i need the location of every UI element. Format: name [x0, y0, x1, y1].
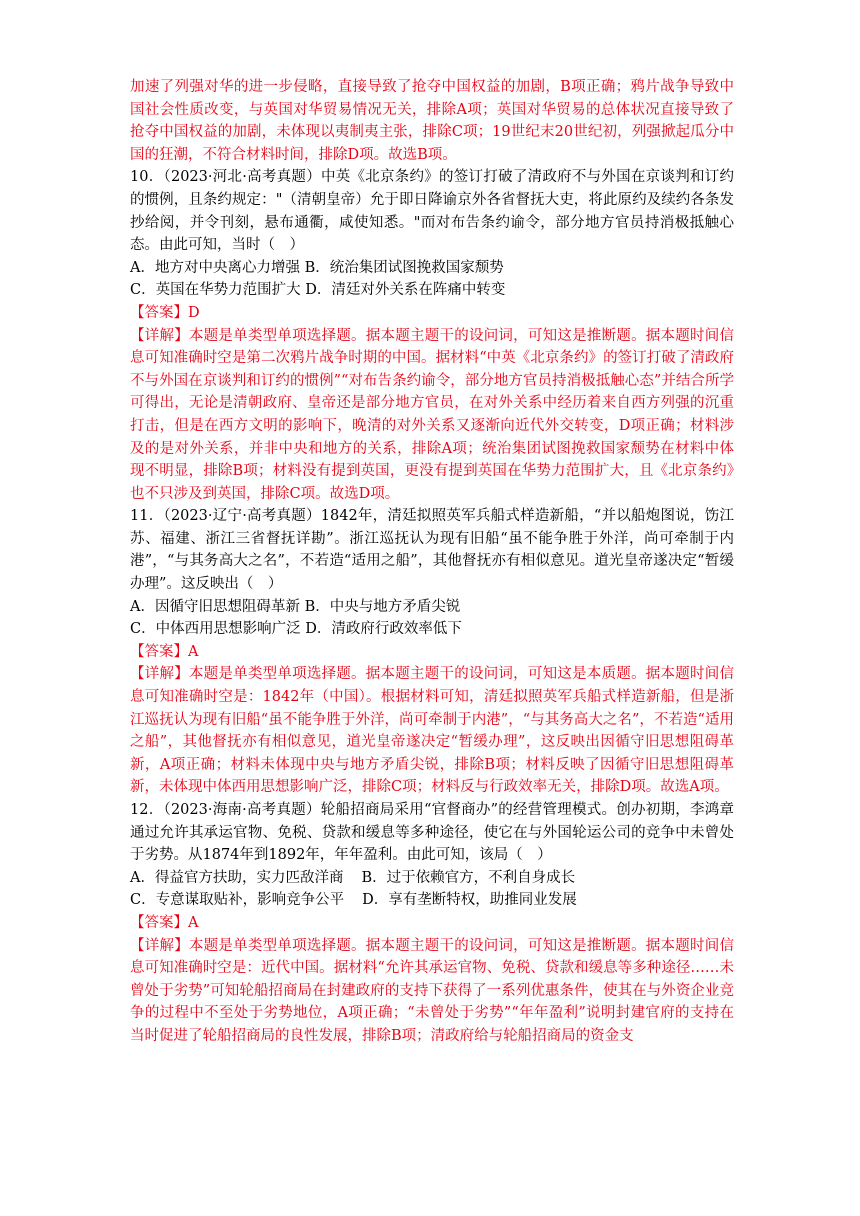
question-12-answer: 【答案】A [130, 914, 199, 931]
question-12-explanation: 【详解】本题是单类型单项选择题。据本题主题干的设问词，可知这是推断题。据本题时间信息可知准确时空是：近代中国。据材料“允许其承运官物、免税、贷款和缓息等多种途径……未曾处于劣势”可知轮船招商局在封建政府的支持下获得了一系列优惠条件，使其在与外资企业竞争的过程中不至处于劣势地位，A项正确；“未曾处于劣势”“年年盈利”说明封建官府的支持在当时促进了轮船招商局的良性发展，排除B项；清政府给与轮船招商局的资金支 [130, 937, 734, 1044]
question-10-options-row-2: C．英国在华势力范围扩大 D．清廷对外关系在阵痛中转变 [130, 282, 506, 299]
question-11-options-row-1: A．因循守旧思想阻碍革新 B．中央与地方矛盾尖锐 [130, 598, 461, 615]
question-12-options-row-2 [130, 889, 734, 912]
question-10-options-row-1: A．地方对中央离心力增强 B．统治集团试图挽救国家颓势 [130, 259, 504, 276]
question-10-answer: 【答案】D [130, 304, 200, 321]
question-11-answer: 【答案】A [130, 643, 199, 660]
previous-explanation-continuation: 加速了列强对华的进一步侵略，直接导致了抢夺中国权益的加剧，B项正确；鸦片战争导致中国社会性质改变，与英国对华贸易情况无关，排除A项；英国对华贸易的总体状况直接导致了抢夺中国权益的加剧，未体现以夷制夷主张，排除C项；19世纪末20世纪初，列强掀起瓜分中国的狂潮，不符合材料时间，排除D项。故选B项。 [130, 79, 734, 163]
question-10-explanation: 【详解】本题是单类型单项选择题。据本题主题干的设问词，可知这是推断题。据本题时间信息可知准确时空是第二次鸦片战争时期的中国。据材料“中英《北京条约》的签订打破了清政府不与外国在京谈判和订约的惯例”“对布告条约谕令，部分地方官员持消极抵触心态”并结合所学可得出，无论是清朝政府、皇帝还是部分地方官员，在对外关系中经历着来自西方列强的沉重打击，但是在西方文明的影响下，晚清的对外关系又逐渐向近代外交转变，D项正确；材料涉及的是对外关系，并非中央和地方的关系，排除A项；统治集团试图挽救国家颓势在材料中体现不明显，排除B项；材料没有提到英国，更没有提到英国在华势力范围扩大，且《北京条约》也不只涉及到英国，排除C项。故选D项。 [130, 327, 734, 502]
question-11-options-row-2: C．中体西用思想影响广泛 D．清政府行政效率低下 [130, 621, 462, 638]
question-12-option-c: C．专意谋取贴补，影响竞争公平 [130, 892, 345, 909]
question-10-stem: 10．（2023·河北·高考真题）中英《北京条约》的签订打破了清政府不与外国在京谈判和订约的惯例，且条约规定："（清朝皇帝）允于即日降谕京外各省督抚大吏，将此原约及续约各条发抄给阅，并令刊刻，悬布通衢，咸使知悉。"而对布告条约谕令，部分地方官员持消极抵触心态。由此可知，当时（ ） [130, 169, 734, 254]
question-11-explanation: 【详解】本题是单类型单项选择题。据本题主题干的设问词，可知这是本质题。据本题时间信息可知准确时空是：1842年（中国）。根据材料可知，清廷拟照英军兵船式样造新船，但是浙江巡抚认为现有旧船“虽不能争胜于外洋，尚可牵制于内港”，“与其务高大之名”，不若造“适用之船”，其他督抚亦有相似意见，道光皇帝遂决定“暂缓办理”，这反映出因循守旧思想阻碍革新，A项正确；材料未体现中央与地方矛盾尖锐，排除B项；材料反映了因循守旧思想阻碍革新，未体现中体西用思想影响广泛，排除C项；材料反与行政效率无关，排除D项。故选A项。 [130, 666, 734, 796]
question-12-option-d: D．享有垄断特权，助推同业发展 [362, 892, 577, 909]
question-12-stem: 12．（2023·海南·高考真题）轮船招商局采用“官督商办”的经营管理模式。创办初期，李鸿章通过允许其承运官物、免税、贷款和缓息等多种途径，使它在与外国轮运公司的竞争中未曾处于劣势。从1874年到1892年，年年盈利。由此可知，该局（ ） [130, 802, 734, 864]
question-12-options-row-1 [130, 867, 734, 890]
question-12-option-a: A．得益官方扶助，实力匹敌洋商 [130, 869, 344, 886]
question-11-stem: 11．（2023·辽宁·高考真题）1842年，清廷拟照英军兵船式样造新船，“并以船炮图说，饬江苏、福建、浙江三省督抚详勘”。浙江巡抚认为现有旧船“虽不能争胜于外洋，尚可牵制于内港”，“与其务高大之名”，不若造“适用之船”，其他督抚亦有相似意见。道光皇帝遂决定“暂缓办理”。这反映出（ ） [130, 508, 734, 593]
document-body [130, 76, 734, 1048]
question-12-option-b: B．过于依赖官方，不利自身成长 [361, 869, 576, 886]
